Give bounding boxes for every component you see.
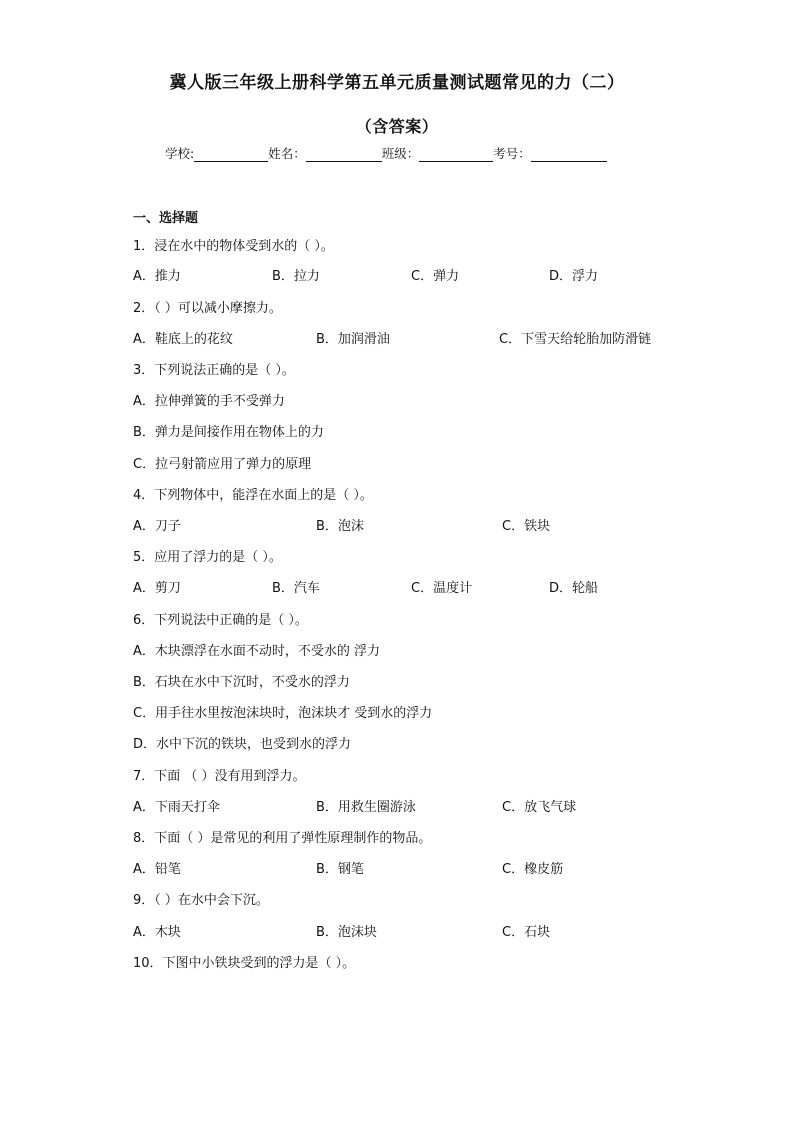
question-stem: 6．下列说法中正确的是（ ）。: [133, 613, 308, 628]
option: A．铅笔: [133, 862, 181, 877]
option: B．泡沫: [316, 519, 364, 534]
option: B．加润滑油: [316, 332, 390, 347]
option: B．钢笔: [316, 862, 364, 877]
option: B．用救生圈游泳: [316, 800, 416, 815]
option: D．浮力: [549, 269, 599, 284]
question-stem: 3．下列说法正确的是（ ）。: [133, 363, 295, 378]
option: D．轮船: [549, 581, 599, 596]
option: D．水中下沉的铁块，也受到水的浮力: [133, 737, 352, 752]
question-stem: 9．（ ）在水中会下沉。: [133, 893, 269, 908]
question-stem: 2．（ ）可以减小摩擦力。: [133, 301, 282, 316]
option: C．铁块: [502, 519, 551, 534]
option: B．石块在水中下沉时，不受水的浮力: [133, 675, 350, 690]
name-label: 姓名：: [268, 146, 306, 161]
question-stem: 4．下列物体中，能浮在水面上的是（ ）。: [133, 488, 373, 503]
option: A．剪刀: [133, 581, 181, 596]
option: C．弹力: [411, 269, 460, 284]
school-label: 学校:: [165, 146, 195, 161]
option: C．用手往水里按泡沫块时，泡沫块才 受到水的浮力: [133, 706, 433, 721]
option: B．泡沫块: [316, 925, 377, 940]
option: A．下雨天打伞: [133, 800, 220, 815]
page-title: 冀人版三年级上册科学第五单元质量测试题常见的力（二）: [169, 73, 625, 93]
question-stem: 5．应用了浮力的是（ ）。: [133, 550, 282, 565]
exam-no-label: 考号：: [493, 146, 531, 161]
page-subtitle: （含答案）: [355, 117, 439, 136]
option: B．汽车: [272, 581, 320, 596]
option: A．木块: [133, 925, 181, 940]
class-label: 班级：: [381, 146, 420, 161]
option: A．木块漂浮在水面不动时，不受水的 浮力: [133, 644, 381, 659]
question-stem: 7．下面 （ ）没有用到浮力。: [133, 769, 306, 784]
question-stem: 8．下面（ ）是常见的利用了弹性原理制作的物品。: [133, 831, 432, 846]
class-blank: [419, 147, 493, 162]
option: C．拉弓射箭应用了弹力的原理: [133, 457, 312, 472]
option: C．温度计: [411, 581, 473, 596]
option: C．橡皮筋: [502, 862, 564, 877]
option: B．拉力: [272, 269, 320, 284]
option: B．弹力是间接作用在物体上的力: [133, 425, 324, 440]
option: A．拉伸弹簧的手不受弹力: [133, 394, 285, 409]
school-blank: [194, 147, 268, 162]
option: A．推力: [133, 269, 181, 284]
exam-no-blank: [531, 147, 607, 162]
section-title: 一、选择题: [133, 211, 199, 226]
name-blank: [306, 147, 382, 162]
student-info-row: [165, 144, 607, 162]
question-stem: 10．下图中小铁块受到的浮力是（ ）。: [133, 956, 356, 971]
option: C．下雪天给轮胎加防滑链: [499, 332, 652, 347]
question-stem: 1．浸在水中的物体受到水的（ ）。: [133, 239, 334, 254]
option: A．刀子: [133, 519, 181, 534]
option: C．放飞气球: [502, 800, 577, 815]
option: A．鞋底上的花纹: [133, 332, 233, 347]
option: C．石块: [502, 925, 551, 940]
